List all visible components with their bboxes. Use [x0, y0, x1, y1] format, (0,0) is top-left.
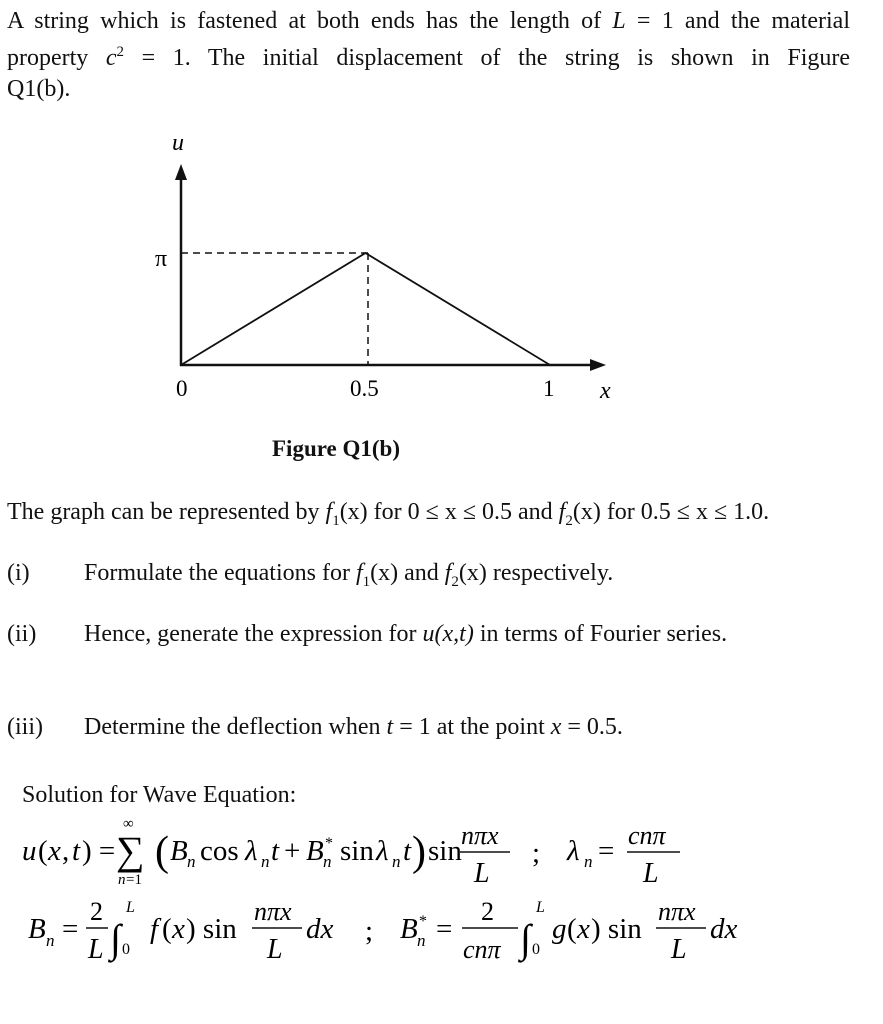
svg-text:cnπ: cnπ — [463, 935, 501, 964]
question-3-number: (iii) — [7, 714, 43, 740]
svg-text:nπx: nπx — [658, 897, 696, 926]
figure-caption: Figure Q1(b) — [272, 436, 400, 461]
svg-text:;: ; — [365, 915, 374, 947]
svg-text:nπx: nπx — [254, 897, 292, 926]
intro-paragraph — [7, 6, 850, 105]
svg-text:L: L — [536, 899, 545, 916]
figure-q1b — [0, 120, 883, 420]
svg-text:n: n — [261, 852, 270, 871]
svg-text:n: n — [187, 852, 196, 871]
svg-text:cos: cos — [200, 835, 239, 867]
svg-text:t: t — [72, 835, 81, 867]
formula-wave-solution — [0, 812, 883, 897]
svg-text:0: 0 — [122, 941, 130, 958]
svg-text:L: L — [643, 858, 659, 889]
svg-text:=: = — [436, 913, 453, 945]
x-axis-label: x — [600, 378, 611, 404]
svg-text:sin: sin — [428, 835, 462, 867]
svg-text:∑: ∑ — [116, 828, 145, 873]
svg-text:t: t — [271, 835, 280, 867]
svg-text:dx: dx — [306, 913, 334, 945]
svg-text:f: f — [150, 913, 159, 945]
svg-text:): ) — [412, 829, 426, 875]
svg-text:λ: λ — [376, 835, 389, 867]
svg-text:dx: dx — [710, 913, 738, 945]
y-axis-label: u — [172, 130, 184, 156]
svg-text:n: n — [392, 852, 401, 871]
svg-text:cnπ: cnπ — [628, 821, 666, 850]
svg-text:x: x — [172, 913, 185, 945]
svg-text:∫: ∫ — [520, 916, 531, 961]
svg-text:x: x — [577, 913, 590, 945]
svg-text:) =: ) = — [82, 835, 116, 867]
svg-text:n: n — [417, 931, 426, 950]
svg-text:n: n — [584, 852, 593, 871]
svg-text:,: , — [62, 835, 70, 867]
svg-text:=: = — [62, 913, 79, 945]
svg-text:sin: sin — [340, 835, 374, 867]
svg-text:2: 2 — [481, 897, 494, 926]
svg-text:g: g — [552, 913, 567, 945]
x-tick-0: 0 — [176, 376, 188, 401]
intro-line-1: A string which is fastened at both ends has the length of L = 1 and the material — [7, 8, 850, 34]
svg-text:) sin: ) sin — [591, 913, 642, 945]
question-3-text: Determine the deflection when t = 1 at the point x = 0.5. — [84, 714, 623, 740]
intro-line-3: Q1(b). — [7, 76, 71, 102]
x-tick-1: 1 — [543, 376, 555, 401]
svg-text:∫: ∫ — [110, 916, 121, 961]
svg-text:B: B — [306, 835, 324, 867]
x-tick-0-5: 0.5 — [350, 376, 379, 401]
svg-text:L: L — [671, 934, 687, 965]
svg-text:λ: λ — [245, 835, 258, 867]
question-1-number: (i) — [7, 560, 30, 586]
svg-text:=: = — [598, 835, 615, 867]
svg-text:2: 2 — [90, 897, 103, 926]
svg-text:B: B — [400, 913, 418, 945]
formula-coefficients — [0, 890, 883, 980]
intro-line-2: property $c^2 = 1$. The initial displacement of the string is shown in Figure — [7, 44, 850, 71]
solution-heading: Solution for Wave Equation: — [22, 782, 297, 808]
y-axis-arrow-icon — [175, 164, 187, 180]
svg-text:*: * — [419, 913, 427, 930]
svg-text:λ: λ — [567, 835, 580, 867]
svg-text:L: L — [267, 934, 283, 965]
svg-text:L: L — [88, 934, 104, 965]
question-1-text: Formulate the equations for $f_1(x)$ and $f_2(x)$ respectively. — [84, 560, 614, 590]
svg-text:n: n — [118, 872, 126, 888]
svg-text:;: ; — [532, 837, 541, 869]
question-2-number: (ii) — [7, 621, 37, 647]
question-2-text: Hence, generate the expression for u(x,t) in terms of Fourier series. — [84, 621, 728, 647]
svg-text:∞: ∞ — [123, 816, 134, 832]
svg-text:B: B — [28, 913, 46, 945]
svg-text:n: n — [323, 852, 332, 871]
svg-text:L: L — [474, 858, 490, 889]
svg-text:(: ( — [155, 829, 169, 875]
svg-text:L: L — [126, 899, 135, 916]
graph-description: The graph can be represented by $f_1(x)$ for 0 ≤ x ≤ 0.5 and $f_2(x)$ for 0.5 ≤ x ≤ 1.0. — [7, 499, 770, 529]
svg-text:(: ( — [38, 835, 48, 867]
svg-text:u: u — [22, 835, 37, 867]
x-axis-arrow-icon — [590, 359, 606, 371]
svg-text:(: ( — [162, 913, 172, 945]
svg-text:t: t — [403, 835, 412, 867]
svg-text:) sin: ) sin — [186, 913, 237, 945]
svg-text:0: 0 — [532, 941, 540, 958]
svg-text:+: + — [284, 835, 301, 867]
svg-text:nπx: nπx — [461, 821, 499, 850]
svg-text:(: ( — [567, 913, 577, 945]
svg-text:*: * — [325, 835, 333, 852]
y-tick-pi: π — [155, 246, 168, 272]
displacement-line — [181, 253, 550, 365]
svg-text:x: x — [48, 835, 61, 867]
svg-text:=1: =1 — [126, 872, 142, 888]
svg-text:n: n — [46, 931, 55, 950]
svg-text:B: B — [170, 835, 188, 867]
